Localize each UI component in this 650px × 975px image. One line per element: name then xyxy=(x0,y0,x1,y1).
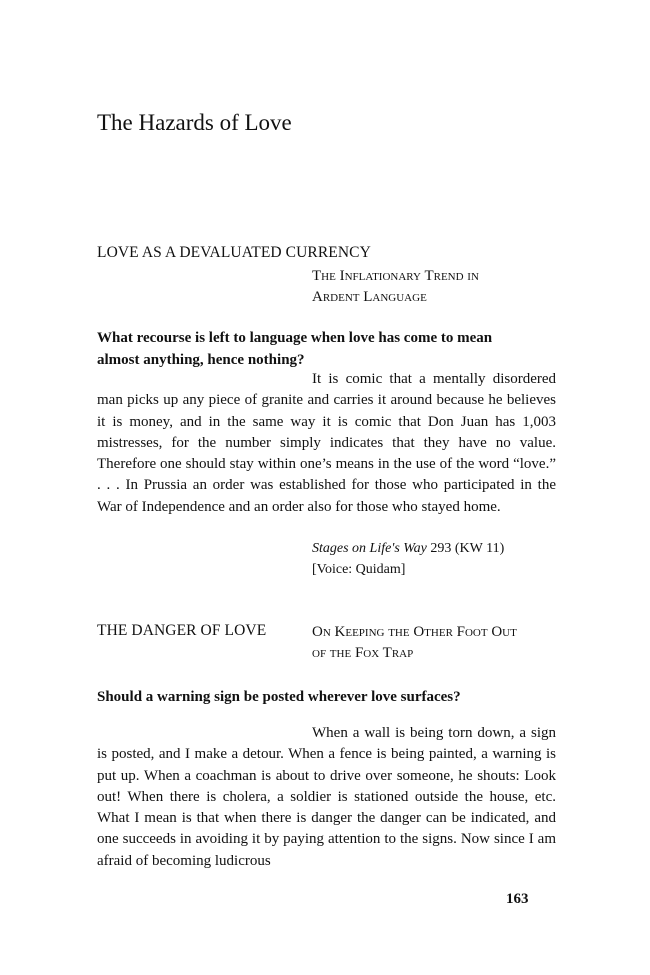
citation-voice: [Voice: Quidam] xyxy=(312,562,406,577)
section-subtitle xyxy=(312,622,517,664)
body-paragraph: It is comic that a mentally disordered man picks up any piece of granite and carries it around because he believes it is money, and in the same way it is comic that Don Juan has 1,003 mistresses, for the number simply indicates that they have no value. Therefore one should stay within one’s means in the use of the word “love.” . . . In Prussia an order was established for those who participated in the War of Independence and an order also for those who stayed home. xyxy=(97,371,556,515)
body-paragraph: When a wall is being torn down, a sign is posted, and I make a detour. When a fence is being painted, a warning is put up. When a coachman is about to drive over someone, he shouts: Look out! When there is cholera, a soldier is stationed outside the house, etc. What I mean is that when there is danger the danger can be indicated, and one succeeds in avoiding it by paying attention to the signs. Now since I am afraid of becoming ludicrous xyxy=(97,725,556,869)
citation-reference: 293 (KW 11) xyxy=(426,541,505,556)
subtitle-line: The Inflationary Trend in xyxy=(312,268,479,284)
section-subtitle xyxy=(312,266,479,308)
section-question xyxy=(97,327,557,371)
subtitle-line: Ardent Language xyxy=(312,289,427,305)
section-heading: LOVE AS A DEVALUATED CURRENCY xyxy=(97,244,371,261)
subtitle-line: of the Fox Trap xyxy=(312,645,414,661)
section-question: Should a warning sign be posted wherever love surfaces? xyxy=(97,689,461,705)
question-line: almost anything, hence nothing? xyxy=(97,352,305,368)
chapter-title: The Hazards of Love xyxy=(97,110,292,135)
citation-work: Stages on Life's Way xyxy=(312,541,427,556)
section-heading: THE DANGER OF LOVE xyxy=(97,622,267,639)
page-number: 163 xyxy=(506,891,529,907)
citation xyxy=(312,538,504,580)
subtitle-line: On Keeping the Other Foot Out xyxy=(312,624,517,640)
question-line: What recourse is left to language when love has come to mean xyxy=(97,330,493,346)
citation-source xyxy=(312,538,504,559)
